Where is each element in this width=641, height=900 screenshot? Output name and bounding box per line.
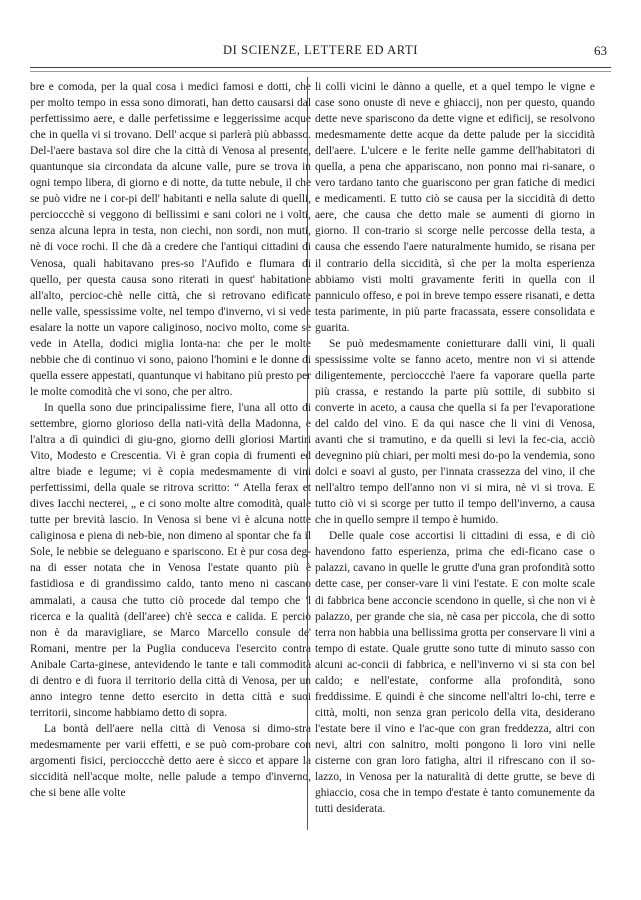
paragraph: Delle quale cose accortisi li cittadini di essa, e di ciò havendono fatto esperienza, prima che edi-ficano case o palazzi, cavano in quelle le grutte d'una gran profondità sotto dette case, per conser-vare li vini l'estate. E con molte scale di fabbrica bene acconcie scendono in quelle, sì che non vi è palazzo, per grande che sia, nè casa per piccola, che di sotto terra non habbia una bellissima grotta per conservare li vini a tempo di estate. Quale grutte sono tutte di minuto sasso con alcuni ac-concii di fabbrica, e nell'inverno vi si sta con bel caldo; e nell'estate, conforme alla profondità, sono freddissime. E quindi è che sincome nell'altri lo-chi, terre e città, molti, non senza gran pericolo della vita, desiderano l'estate bere il vino e l'ac-que con gran freddezza, altri con nevi, altri con salnitro, molti pongono li loro vini nelle cisterne con gran loro fatigha, altri il rifrescano con il so-lazzo, in Venosa per la naturalità di dette grutte, se beve di ghiaccio, cosa che in tempo d'estate è tanto comunemente da tutti desiderata. — [315, 530, 595, 816]
paragraph: bre e comoda, per la qual cosa i medici famosi e dotti, che per molto tempo in essa sono dimorati, han detto causarsi dal perfettissimo aere, e dalle perfetissime e leggerissime acque che in quella vi si trovano. Dell' acque si parlerà più abbasso. Del-l'aere bastava sol dire che la città di Venosa al presente, quantunque sia circondata da alcune valle, pure se trova in ogni tempo libera, di giorno e di notte, da tutte nebule, il che se può vidre ne i cor-pi dell' habitanti e nella salute di quelli, percioccchè si veggono di bellissimi e sani colori ne i volti, senza alcuna lepra in testa, non ciechi, non sordi, non muti, nè di voce rochi. Il che dà a credere che l'antiqui cittadini di Venosa, quali habitavano pres-so l'Aufido e flumara di quello, per questa causa sono riterati in quest' habitatione all'alto, percioc-chè nelle città, che si retrovano edificate nelle valle, spessissime volte, nel tempo d'inverno, vi si vede esalare la notte un vapore caliginoso, nocivo molto, come se vede in Atella, dodici miglia lonta-na: che per le molte nebbie che di continuo vi sono, paiono l'homini e le donne di quella essere appestati, quantunque vi habitano più presto per le molte comodità che vi sono, che per altro. — [30, 81, 311, 398]
right-column — [315, 79, 595, 817]
left-column — [30, 79, 311, 801]
running-header — [30, 43, 611, 63]
page-number: 63 — [594, 43, 607, 58]
paragraph: La bontà dell'aere nella città di Venosa si dimo-stra medesmamente per varii effetti, e se può com-probare con argomenti fisici, percioccchè detto aere è sicco et appare la siccidità nell'acque molte, nelle palude a tempo d'inverno, che si bene alle volte — [30, 722, 311, 800]
column-divider — [307, 77, 308, 830]
journal-title: DI SCIENZE, LETTERE ED ARTI — [223, 43, 418, 57]
header-rule — [30, 67, 611, 70]
paragraph: Se può medesmamente conietturare dalli vini, li quali spessissime volte se fanno aceto, mentre non vi si attende diligentemente, percioccchè l'aere fa vaporare quella parte più crassa, e restando la parte più sottile, di subbito si converte in aceto, a causa che quella si fa per l'evaporatione del caldo del vino. E da qui nasce che li vini di Venosa, avanti che si tramutino, e da quelli si levi la fec-cia, acciò devegnino più chiari, per molti mesi do-po la vendemia, sono dolci e soavi al gusto, per l'innata crassezza del vino, il che nell'altro tempo dell'anno non vi si mira, nè vi si trova. E tutto ciò vi si scorge per tutto il tempo dell'inverno, a causa che in quello sempre il tempo è humido. — [315, 337, 595, 527]
header-rule-thin — [30, 71, 611, 72]
paragraph: In quella sono due principalissime fiere, l'una all otto di settembre, giorno glorioso della nati-vità della Madonna, e l'altra a dì quindici di giu-gno, giorno delli gloriosi Martiri Vito, Modesto e Crescentia. Vi è gran copia di frumenti ed altre biade e legume; vi è copia medesmamente di vini perfettissimi, della quale se ritrova scritto: “ Atella ferax et dives Iacchi necterei, „ e ci sono molte altre comodità, quale tutte per brevità lascio. In Venosa si bene vi è alcuna notte caliginosa e piena di neb-bie, non dimeno al spontar che fa il Sole, le nebbie se deleguano e spariscono. Et è pur cosa deg-na di esser notata che in Venosa l'estate quanto più è fastidiosa e di grandissimo caldo, tanto meno ni cascano ammalati, a causa che tutto ciò procede dal tempo che 'l ricerca e la qualità (dell'aree) ch'è secca e calida. E perciò non è da maravigliare, se Marco Marcello consule de' Romani, mentre per la Puglia conduceva l'esercito contra Anibale Carta-ginese, antevidendo le tante e tali commodità di dentro e di fuora il territorio della città di Venosa, per un anno integro tenne detto esercito in detta città e suoi territorii, sincome habbiamo detto di sopra. — [30, 401, 311, 719]
paragraph: li colli vicini le dànno a quelle, et a quel tempo le vigne e case sono onuste di neve e ghiaccij, non per questo, quando dette neve spariscono da dette vigne et edificij, se resolvono medesmamente dette acque da dette palude per la siccidità dell'aere. L'ulcere e le ferite nelle gamme dell'habitatori di quella, a pena che appariscano, non ponno mai ri-sanare, o vero tardano tanto che guariscono per gran fatiche di medici e medicamenti. E tutto ciò se causa per la siccidità di detto aere, che causa che detto male se aumenti di giorno in giorno. Il con-trario si scorge nelle percosse della testa, a causa che essendo l'aere naturalmente humido, se risana per il contrario della siccidità, sì che per la molta esperienza abbiamo visti molti gravamente feriti in quella con il panniculo offeso, e poi in breve tempo essere risanati, e detta testa parimente, in più parte fracassata, essere consolidata e guarita. — [315, 81, 595, 334]
